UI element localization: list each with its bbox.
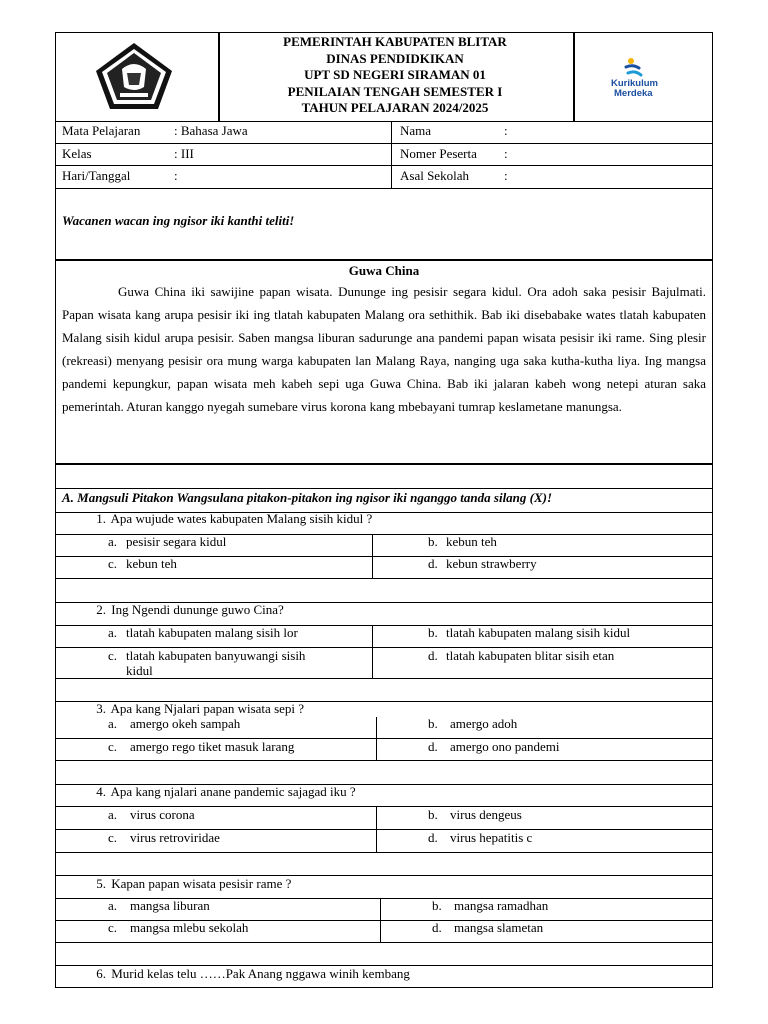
option-1c[interactable]: c. kebun teh — [108, 556, 177, 571]
logo-text-kurikulum: Kurikulum — [611, 78, 658, 89]
hari-value: : — [174, 168, 178, 183]
option-5a[interactable]: a. mangsa liburan — [108, 898, 210, 913]
option-4d[interactable]: d. virus hepatitis c — [428, 830, 533, 845]
info-row-3 — [56, 166, 712, 189]
kelas-value: : III — [174, 146, 194, 161]
option-1a[interactable]: a. pesisir segara kidul — [108, 534, 227, 549]
header-line-school: UPT SD NEGERI SIRAMAN 01 — [304, 67, 486, 82]
option-4a[interactable]: a. virus corona — [108, 807, 195, 822]
option-2d[interactable]: d. tlatah kabupaten blitar sisih etan — [428, 648, 615, 663]
nama-value: : — [504, 123, 508, 138]
question-1: 1. Apa wujude wates kabupaten Malang sisih kidul ? — [96, 511, 373, 526]
option-3b[interactable]: b. amergo adoh — [428, 716, 518, 731]
option-5b[interactable]: b. mangsa ramadhan — [432, 898, 549, 913]
reading-passage — [56, 259, 712, 465]
question-4: 4. Apa kang njalari anane pandemic sajagad iku ? — [96, 784, 356, 799]
reading-instruction: Wacanen wacan ing ngisor iki kanthi teliti! — [62, 213, 295, 228]
option-4b[interactable]: b. virus dengeus — [428, 807, 522, 822]
option-1b[interactable]: b. kebun teh — [428, 534, 497, 549]
passage-title: Guwa China — [348, 263, 420, 278]
nama-label: Nama — [400, 123, 432, 138]
option-5d[interactable]: d. mangsa slametan — [432, 920, 544, 935]
option-3a[interactable]: a. amergo okeh sampah — [108, 716, 241, 731]
question-2: 2. Ing Ngendi dunungе guwo Cina? — [96, 602, 284, 617]
kelas-label: Kelas — [62, 146, 92, 161]
option-2a[interactable]: a. tlatah kabupaten malang sisih lor — [108, 625, 298, 640]
info-row-2 — [56, 144, 712, 166]
option-4c[interactable]: c. virus retroviridae — [108, 830, 220, 845]
option-2c[interactable]: c. tlatah kabupaten banyuwangi sisih kidul — [108, 648, 306, 678]
option-3d[interactable]: d. amergo ono pandemi — [428, 739, 560, 754]
asal-label: Asal Sekolah — [400, 168, 469, 183]
option-2b[interactable]: b. tlatah kabupaten malang sisih kidul — [428, 625, 631, 640]
header-line-year: TAHUN PELAJARAN 2024/2025 — [301, 100, 489, 115]
info-row-1 — [56, 121, 712, 144]
option-3c[interactable]: c. amergo rego tiket masuk larang — [108, 739, 295, 754]
passage-body: Guwa China iki sawijine papan wisata. Dununge ing pesisir segara kidul. Ora adoh saka pesisir Bajulmati. Papan wisata kang arupa pesisir iki ing tlatah kabupaten Malang ora sethithik. Bab iki disebabake wates tlatah kabupaten Malang sisih kidul arupa pesisir. Saben mangsa liburan sadurunge ana pandemi papan wisata pesisir iki rame. Sing plesir (rekreasi) menyang pesisir ora mung warga kabupaten lan Malang Raya, nanging uga saka kutha-kutha liya. Ing mangsa pandemi kepungkur, papan wisata meh kabeh sepi uga Guwa China. Bab iki jalaran kabeh wong netepi aturan saka pemerintah. Aturan kanggo nyegah sumebare virus korona kang mbebayani tumrap keslametane manungsa. — [62, 284, 706, 414]
asal-value: : — [504, 168, 508, 183]
header-line-government: PEMERINTAH KABUPATEN BLITAR — [283, 34, 507, 49]
mapel-value: : Bahasa Jawa — [174, 123, 248, 138]
blitar-emblem-icon — [94, 41, 174, 111]
question-3: 3. Apa kang Njalari papan wisata sepi ? — [96, 701, 305, 716]
logo-left — [56, 33, 220, 121]
kurikulum-merdeka-logo — [573, 33, 714, 121]
logo-text-merdeka: Merdeka — [614, 88, 653, 99]
option-1d[interactable]: d. kebun strawberry — [428, 556, 537, 571]
section-a-instruction: A. Mangsuli Pitakon Wangsulana pitakon-pitakon ing ngisor iki nganggo tanda silang (X)! — [62, 490, 553, 505]
question-5: 5. Kapan papan wisata pesisir rame ? — [96, 876, 292, 891]
mapel-label: Mata Pelajaran — [62, 123, 141, 138]
exam-sheet — [55, 32, 713, 988]
option-5c[interactable]: c. mangsa mlebu sekolah — [108, 920, 249, 935]
question-6: 6. Murid kelas telu ……Pak Anang nggawa winih kembang — [96, 966, 410, 981]
header-line-exam: PENILAIAN TENGAH SEMESTER I — [287, 83, 503, 99]
nomer-label: Nomer Peserta — [400, 146, 477, 161]
header-line-department: DINAS PENDIDKIKAN — [326, 50, 464, 66]
school-header-title — [221, 33, 569, 122]
hari-label: Hari/Tanggal — [62, 168, 131, 183]
nomer-value: : — [504, 146, 508, 161]
header — [56, 33, 712, 122]
